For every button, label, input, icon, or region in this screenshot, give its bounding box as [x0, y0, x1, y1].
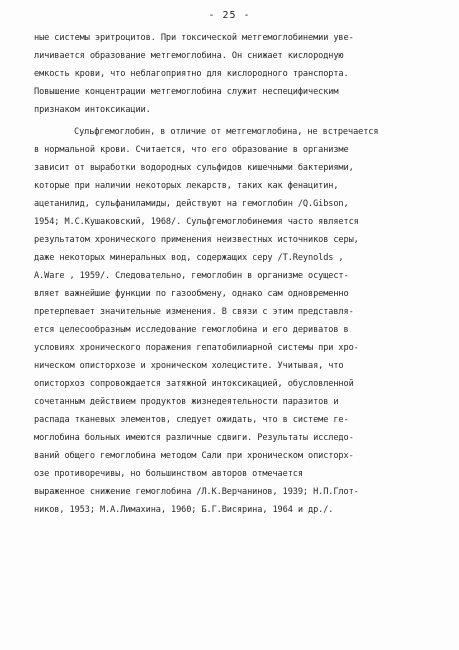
text-line: признаком интоксикации. [34, 105, 151, 115]
text-line: емкость крови, что неблагоприятно для кислородного транспорта. [34, 69, 349, 79]
text-line: моглобина больных имеются различные сдвиги. Результаты исследо- [34, 433, 354, 443]
paragraph-first-line: Сульфгемоглобин, в отличие от метгемоглобина, не встречается [74, 127, 379, 137]
page-number: - 25 - [208, 10, 251, 21]
text-line: Повышение концентрации метгемоглобина служит неспецифическим [34, 87, 339, 97]
text-line: сочетанным действием продуктов жизнедеятельности паразитов и [34, 397, 339, 407]
text-line: ническом описторхозе и хроническом холецистите. Учитывая, что [34, 361, 344, 371]
text-line: распада тканевых элементов, следует ожидать, что в системе ге- [34, 415, 349, 425]
text-line: условиях хронического поражения гепатобилиарной системы при хро- [34, 343, 359, 353]
text-line: ников, 1953; М.А.Лимахина, 1960; Б.Г.Висярина, 1964 и др./. [34, 505, 334, 515]
text-line: озе противоречивы, но большинством авторов отмечается [34, 469, 303, 479]
text-line: A.Ware , 1959/. Следовательно, гемоглобин в организме осущест- [34, 271, 349, 281]
text-line: 1954; М.С.Кушаковский, 1968/. Сульфгемоглобинемия часто является [34, 217, 359, 227]
text-line: вляет важнейшие функции по газообмену, однако сам одновременно [34, 289, 349, 299]
text-line: описторхоз сопровождается затяжной интоксикацией, обусловленной [34, 379, 354, 389]
text-line: выраженное снижение гемоглобина /Л.К.Верчанинов, 1939; Н.П.Глот- [34, 487, 359, 497]
text-line: в нормальной крови. Считается, что его образование в организме [34, 145, 349, 155]
text-line: ные системы эритроцитов. При токсической метгемоглобинемии уве- [34, 33, 354, 43]
text-line: личивается образование метгемоглобина. Он снижает кислородную [34, 51, 344, 61]
text-line: даже некоторых минеральных вод, содержащих серу /T.Reynolds , [34, 253, 344, 263]
text-line: ваний общего гемоглобина методом Сали при хроническом описторх- [34, 451, 354, 461]
text-line: претерпевает значительные изменения. В связи с этим представля- [34, 307, 354, 317]
text-line: которые при наличии некоторых лекарств, таких как фенацитин, [34, 181, 339, 191]
text-line: ется целесообразным исследование гемоглобина и его дериватов в [34, 325, 349, 335]
text-line: ацетанилид, сульфаниламиды, действуют на гемоглобин /Q.Gibson, [34, 199, 349, 209]
text-line: зависит от выработки водородных сульфидов кишечными бактериями, [34, 163, 354, 173]
text-line: результатом хронического применения неизвестных источников серы, [34, 235, 359, 245]
